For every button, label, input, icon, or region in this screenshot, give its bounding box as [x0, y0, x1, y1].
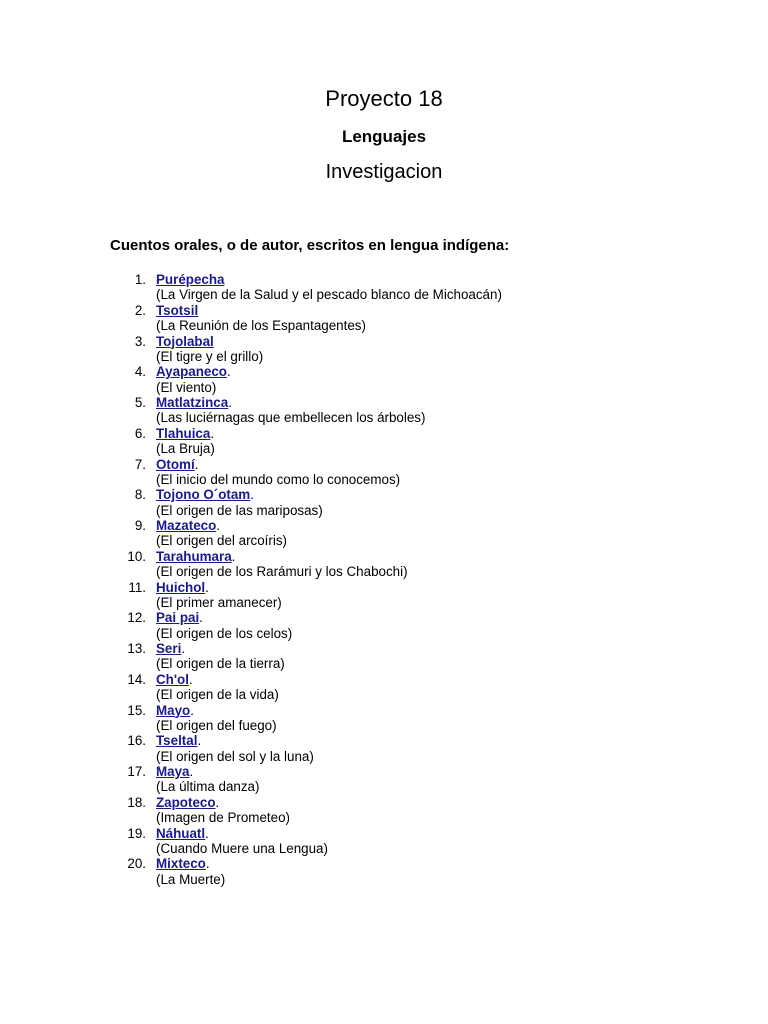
language-link[interactable]: Tseltal: [156, 733, 198, 749]
list-item-number: 7.: [134, 456, 146, 472]
list-item-story-title: (El origen del arcoíris): [156, 533, 287, 549]
list-item-number: 16.: [127, 733, 146, 749]
list-item-language: [156, 580, 209, 595]
list-item-story-title: (El origen de la vida): [156, 687, 279, 703]
language-link[interactable]: Tlahuica: [156, 425, 211, 441]
list-item-story-title: (El origen del sol y la luna): [156, 748, 314, 764]
list-item: [0, 641, 768, 672]
list-item-language: [156, 549, 235, 564]
list-item-number: 10.: [127, 548, 146, 564]
language-link[interactable]: Otomí: [156, 456, 195, 472]
list-item-story-title: (Cuando Muere una Lengua): [156, 840, 328, 856]
language-link[interactable]: Ch'ol: [156, 671, 189, 687]
story-list: [0, 272, 768, 887]
list-item-story-title: (La Reunión de los Espantagentes): [156, 318, 366, 334]
list-item-language: [156, 487, 254, 502]
list-item-language: [156, 672, 193, 687]
list-item-number: 6.: [134, 425, 146, 441]
list-item-number: 3.: [134, 333, 146, 349]
list-item-language: [156, 764, 193, 779]
list-item: [0, 272, 768, 303]
list-item-language: [156, 856, 210, 871]
list-item-story-title: (La Muerte): [156, 871, 226, 887]
list-item-number: 5.: [134, 395, 146, 410]
language-link[interactable]: Ayapaneco: [156, 364, 227, 380]
list-item-story-title: (El origen del fuego): [156, 717, 277, 733]
language-link[interactable]: Tojono O´otam: [156, 487, 251, 503]
language-link[interactable]: Tsotsil: [156, 302, 199, 318]
language-suffix: .: [188, 671, 193, 687]
language-link[interactable]: Mazateco: [156, 518, 217, 533]
list-item-number: 9.: [134, 518, 146, 533]
list-item: [0, 395, 768, 426]
list-item: [0, 826, 768, 857]
list-item-language: [156, 364, 231, 379]
list-item-story-title: (La Virgen de la Salud y el pescado blanco de Michoacán): [156, 287, 502, 303]
list-item-number: 15.: [127, 702, 146, 718]
list-item-number: 11.: [128, 579, 146, 595]
list-item-story-title: (El viento): [156, 379, 217, 395]
language-suffix: .: [181, 641, 186, 656]
language-suffix: .: [189, 764, 194, 779]
list-item-story-title: (El inicio del mundo como lo conocemos): [156, 471, 401, 487]
language-link[interactable]: Maya: [156, 764, 190, 779]
language-suffix: .: [194, 456, 199, 472]
list-item: [0, 364, 768, 395]
list-item-story-title: (La última danza): [156, 779, 260, 795]
list-item: [0, 487, 768, 518]
list-item-language: [156, 457, 198, 472]
list-item-story-title: (El primer amanecer): [156, 594, 282, 610]
list-item-language: [156, 641, 185, 656]
language-link[interactable]: Pai pai: [156, 610, 200, 626]
language-link[interactable]: Purépecha: [156, 272, 225, 287]
list-item-story-title: (El origen de las mariposas): [156, 502, 323, 518]
list-item: [0, 334, 768, 365]
language-suffix: .: [226, 364, 231, 380]
list-item: [0, 672, 768, 703]
list-item-story-title: (La Bruja): [156, 441, 215, 457]
list-item-number: 17.: [127, 764, 146, 779]
language-link[interactable]: Tojolabal: [156, 333, 214, 349]
list-item: [0, 703, 768, 734]
list-item-number: 4.: [134, 364, 146, 380]
language-suffix: .: [231, 548, 236, 564]
list-item-number: 20.: [127, 856, 146, 872]
page-title: Proyecto 18: [325, 86, 443, 111]
list-item: [0, 610, 768, 641]
language-link[interactable]: Zapoteco: [156, 794, 216, 810]
list-item-story-title: (El origen de la tierra): [156, 656, 285, 672]
language-suffix: .: [205, 856, 210, 872]
language-suffix: .: [205, 825, 209, 841]
list-item-number: 18.: [127, 794, 146, 810]
list-item: [0, 426, 768, 457]
page-subtitle: Lenguajes: [341, 127, 427, 146]
language-link[interactable]: Matlatzinca: [156, 395, 229, 410]
list-item: [0, 549, 768, 580]
list-item-number: 12.: [127, 610, 146, 626]
language-suffix: .: [250, 487, 254, 503]
list-item-story-title: (Las luciérnagas que embellecen los árboles): [156, 410, 426, 426]
list-item-language: [156, 610, 203, 625]
list-item-number: 19.: [127, 825, 146, 841]
language-link[interactable]: Huichol: [156, 579, 206, 595]
page-secondary-title: Investigacion: [325, 161, 443, 183]
list-item-language: [156, 303, 198, 318]
list-item: [0, 457, 768, 488]
language-link[interactable]: Mixteco: [156, 856, 206, 872]
language-link[interactable]: Mayo: [156, 702, 191, 718]
language-link[interactable]: Tarahumara: [156, 548, 232, 564]
language-suffix: .: [205, 579, 209, 595]
language-suffix: .: [216, 518, 221, 533]
list-item: [0, 733, 768, 764]
language-suffix: .: [215, 794, 220, 810]
list-item: [0, 764, 768, 795]
list-item: [0, 856, 768, 887]
list-item-language: [156, 334, 214, 349]
list-item-language: [156, 426, 214, 441]
list-item-number: 13.: [127, 641, 146, 656]
list-item-number: 2.: [134, 302, 146, 318]
language-link[interactable]: Seri: [156, 641, 182, 656]
list-item-language: [156, 826, 209, 841]
list-item: [0, 580, 768, 611]
list-item-number: 14.: [127, 671, 146, 687]
section-heading: Cuentos orales, o de autor, escritos en lengua indígena:: [110, 237, 510, 254]
list-item-number: 1.: [134, 272, 146, 287]
list-item-story-title: (El tigre y el grillo): [156, 348, 264, 364]
list-item-language: [156, 703, 194, 718]
language-suffix: .: [228, 395, 232, 410]
list-item: [0, 303, 768, 334]
language-link[interactable]: Náhuatl: [156, 825, 206, 841]
language-suffix: .: [199, 610, 203, 626]
list-item-number: 8.: [134, 487, 146, 503]
language-suffix: .: [210, 425, 215, 441]
list-item-language: [156, 395, 232, 410]
language-suffix: .: [197, 733, 202, 749]
list-item-language: [156, 272, 224, 287]
list-item-story-title: (El origen de los Rarámuri y los Chabochi): [156, 564, 408, 580]
list-item-language: [156, 733, 201, 748]
list-item: [0, 518, 768, 549]
list-item: [0, 795, 768, 826]
language-suffix: .: [190, 702, 194, 718]
list-item-story-title: (El origen de los celos): [156, 625, 293, 641]
list-item-language: [156, 795, 219, 810]
list-item-story-title: (Imagen de Prometeo): [156, 810, 290, 826]
list-item-language: [156, 518, 220, 533]
